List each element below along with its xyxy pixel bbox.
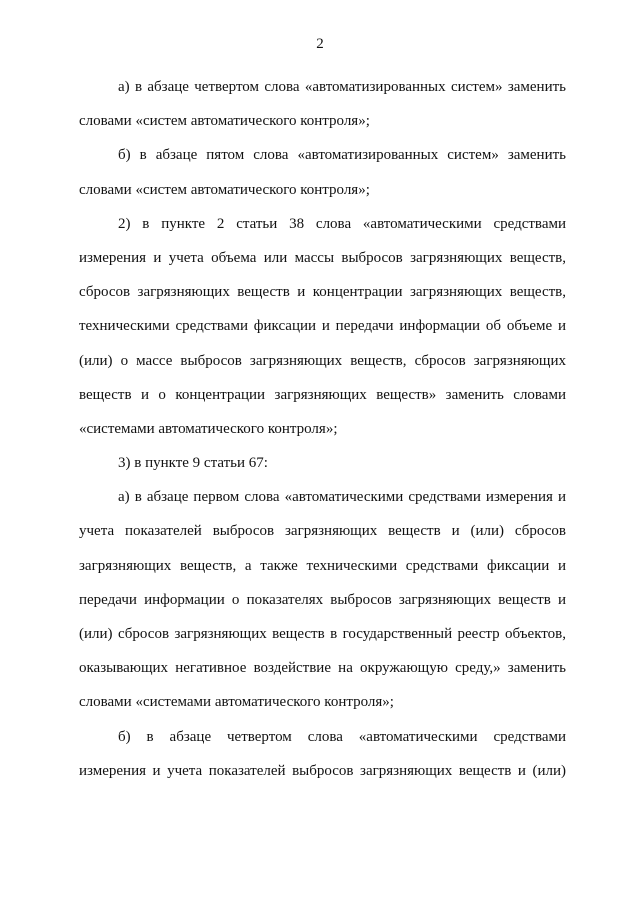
page-number: 2	[316, 36, 324, 52]
text-line: (или) о массе выбросов загрязняющих веществ, сбросов загрязняющих	[79, 352, 566, 369]
text-line: техническими средствами фиксации и передачи информации об объеме и	[79, 318, 566, 335]
text-line: веществ и о концентрации загрязняющих веществ» заменить словами	[79, 386, 566, 403]
text-line: сбросов загрязняющих веществ и концентрации загрязняющих веществ,	[79, 284, 566, 301]
text-line: 2) в пункте 2 статьи 38 слова «автоматическими средствами	[118, 215, 566, 232]
text-line: а) в абзаце четвертом слова «автоматизированных систем» заменить	[118, 79, 566, 95]
text-line: словами «системами автоматического контроля»;	[79, 694, 394, 711]
text-line: словами «систем автоматического контроля»;	[79, 181, 370, 198]
text-line: а) в абзаце первом слова «автоматическими средствами измерения и	[118, 489, 566, 506]
text-line: 3) в пункте 9 статьи 67:	[118, 455, 268, 472]
text-line: загрязняющих веществ, а также техническими средствами фиксации и	[79, 557, 566, 574]
text-line: передачи информации о показателях выбросов загрязняющих веществ и	[79, 591, 566, 608]
text-line: измерения и учета объема или массы выбросов загрязняющих веществ,	[79, 249, 566, 266]
text-line: оказывающих негативное воздействие на окружающую среду,» заменить	[79, 660, 566, 677]
text-line: б) в абзаце четвертом слова «автоматическими средствами	[118, 728, 566, 745]
text-line: «системами автоматического контроля»;	[79, 420, 338, 437]
document-body	[79, 70, 566, 788]
text-line: б) в абзаце пятом слова «автоматизированных систем» заменить	[118, 147, 566, 164]
text-line: словами «систем автоматического контроля»;	[79, 113, 370, 130]
text-line: учета показателей выбросов загрязняющих веществ и (или) сбросов	[79, 523, 566, 540]
text-line: (или) сбросов загрязняющих веществ в государственный реестр объектов,	[79, 626, 566, 642]
text-line: измерения и учета показателей выбросов загрязняющих веществ и (или)	[79, 762, 566, 779]
